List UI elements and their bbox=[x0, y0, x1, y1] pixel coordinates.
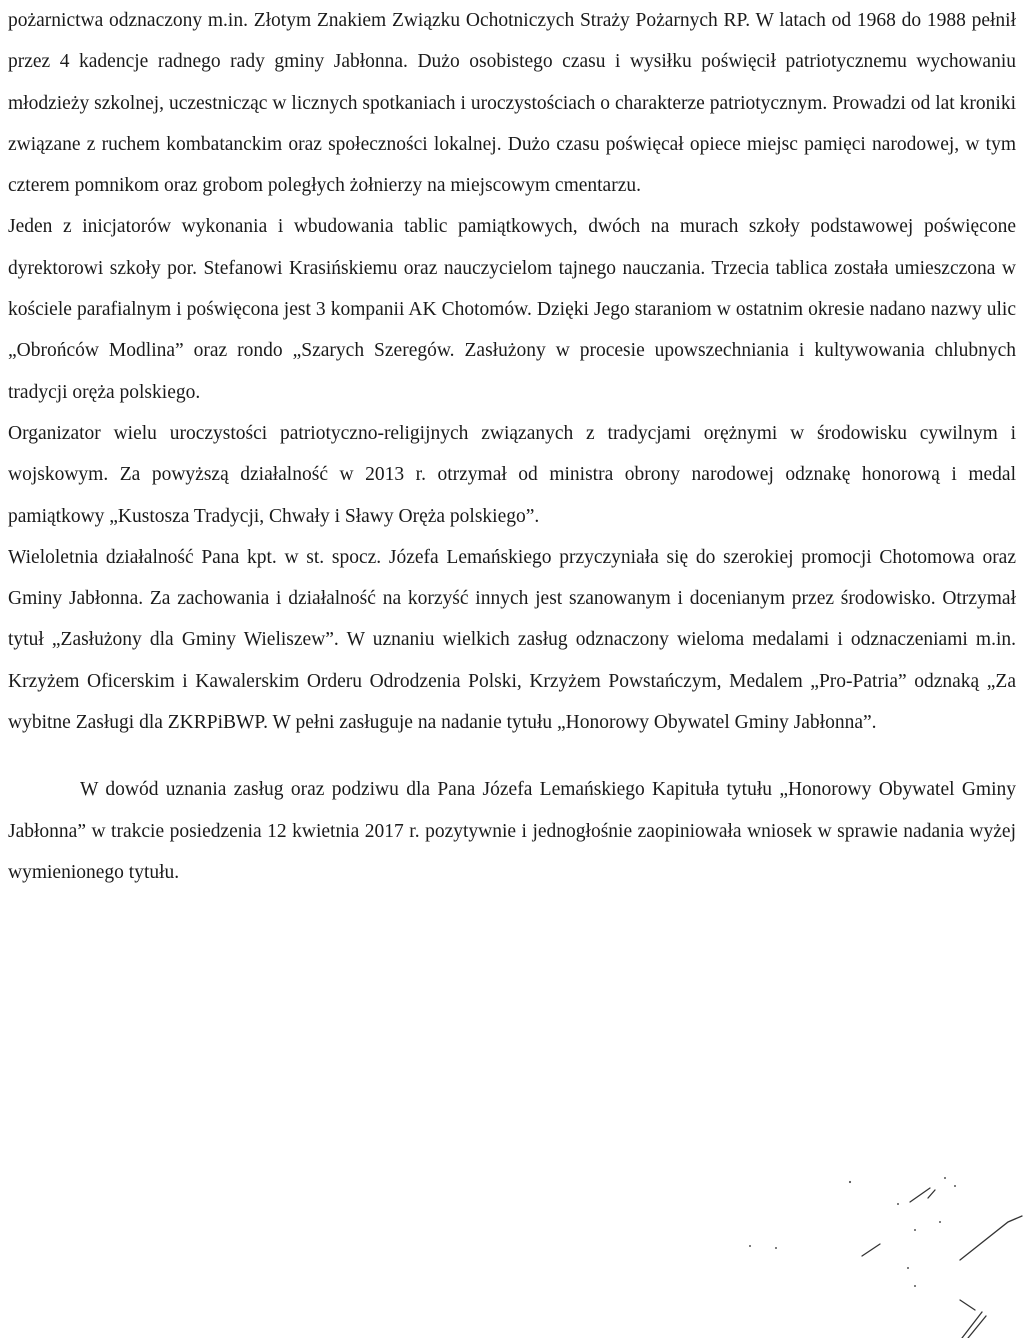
paragraph-chapter-decision: W dowód uznania zasług oraz podziwu dla Pana Józefa Lemańskiego Kapituła tytułu „Honorowy Obywatel Gminy Jabłonna” w trakcie posiedzenia 12 kwietnia 2017 r. pozytywnie i jednogłośnie zaopiniowała wniosek w sprawie nadania wyżej wymienionego tytułu. bbox=[8, 779, 1016, 883]
signature-mark bbox=[740, 1160, 1024, 1338]
paragraph-patriotic-ceremonies: Organizator wielu uroczystości patriotyczno-religijnych związanych z tradycjami orężnymi w środowisku cywilnym i wojskowym. Za powyższą działalność w 2013 r. otrzymał od ministra obrony narodowej odznakę honorową i medal pamiątkowy „Kustosza Tradycji, Chwały i Sławy Oręża polskiego”. bbox=[8, 422, 1016, 527]
paragraph-long-term-activity: Wieloletnia działalność Pana kpt. w st. spocz. Józefa Lemańskiego przyczyniała się do szerokiej promocji Chotomowa oraz Gminy Jabłonna. Za zachowania i działalność na korzyść innych jest szanowanym i docenianym przez środowisko. Otrzymał tytuł „Zasłużony dla Gminy Wieliszew”. W uznaniu wielkich zasług odznaczony wieloma medalami i odznaczeniami m.in. Krzyżem Oficerskim i Kawalerskim Orderu Odrodzenia Polski, Krzyżem Powstańczym, Medalem „Pro-Patria” odznaką „Za wybitne Zasługi dla ZKRPiBWP. W pełni zasługuje na nadanie tytułu „Honorowy Obywatel Gminy Jabłonna”. bbox=[8, 546, 1016, 734]
paragraph-gap bbox=[8, 743, 1016, 769]
paragraph-firefighting-and-council: pożarnictwa odznaczony m.in. Złotym Znakiem Związku Ochotniczych Straży Pożarnych RP. W latach od 1968 do 1988 pełnił przez 4 kadencje radnego rady gminy Jabłonna. Dużo osobistego czasu i wysiłku poświęcił patriotycznemu wychowaniu młodzieży szkolnej, uczestnicząc w licznych spotkaniach i uroczystościach o charakterze patriotycznym. Prowadzi od lat kroniki związane z ruchem kombatanckim oraz społeczności lokalnej. Dużo czasu poświęcał opiece miejsc pamięci narodowej, w tym czterem pomnikom oraz grobom poległych żołnierzy na miejscowym cmentarzu. bbox=[8, 10, 1016, 197]
paragraph-memorial-plaques: Jeden z inicjatorów wykonania i wbudowania tablic pamiątkowych, dwóch na murach szkoły podstawowej poświęcone dyrektorowi szkoły por. Stefanowi Krasińskiemu oraz nauczycielom tajnego nauczania. Trzecia tablica została umieszczona w kościele parafialnym i poświęcona jest 3 kompanii AK Chotomów. Dzięki Jego staraniom w ostatnim okresie nadano nazwy ulic „Obrońców Modlina” oraz rondo „Szarych Szeregów. Zasłużony w procesie upowszechniania i kultywowania chlubnych tradycji oręża polskiego. bbox=[8, 216, 1016, 403]
document-body bbox=[8, 0, 1016, 893]
